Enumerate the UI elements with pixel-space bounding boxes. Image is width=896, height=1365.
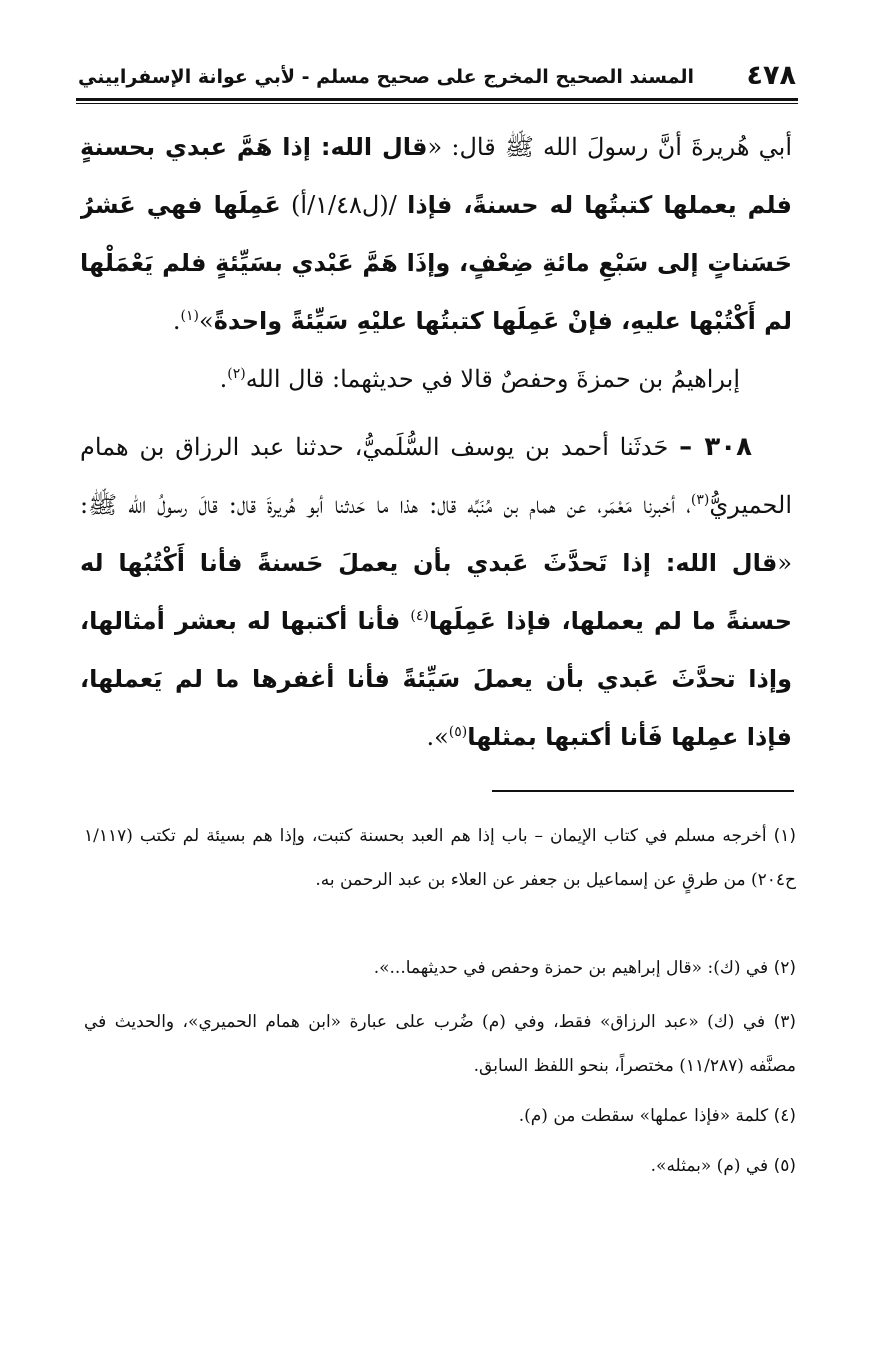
p3-quote-part1: قال الله: إذا تَحدَّثَ عَبدي بأن يعملَ حَسنةً فأنا أَكْتُبُها له حسنةً ما لم يعملها، فإذا عَمِلَها bbox=[80, 549, 792, 635]
paragraph-1 bbox=[80, 118, 792, 350]
p1-end: . bbox=[172, 307, 181, 335]
footnote-ref-4: (٤) bbox=[410, 608, 429, 624]
footnote-text: في (ك): «قال إبراهيم بن حمزة وحفص في حديثهما...». bbox=[373, 958, 769, 978]
page-number: ٤٧٨ bbox=[746, 60, 796, 91]
footnote-number: (١) bbox=[773, 826, 796, 846]
footnote-number: (٤) bbox=[773, 1106, 796, 1126]
p1-close-quote: » bbox=[199, 307, 214, 335]
footnote-text: أخرجه مسلم في كتاب الإيمان – باب إذا هم العبد بحسنة كتبت، وإذا هم بسيئة لم تكتب (١/١١٧ ح٢٠٤) من طرقٍ عن إسماعيل بن جعفر عن العلاء بن عبد الرحمن به. bbox=[84, 826, 796, 890]
footnote-ref-2: (٢) bbox=[227, 366, 246, 382]
footnote-1 bbox=[84, 814, 796, 946]
footnote-text: في (م) «بمثله». bbox=[650, 1156, 769, 1176]
header-rule-thin bbox=[76, 103, 798, 104]
p3-quote-part2: فأنا أكتبها له بعشر أمثالها، وإذا تحدَّثَ عَبدي بأن يعملَ سَيِّئةً فأنا أغفرها ما لم يَعملها، فإذا عمِلها فَأنا أكتبها بمثلها bbox=[80, 607, 792, 751]
footnote-ref-1: (١) bbox=[180, 308, 200, 324]
footnote-number: (٢) bbox=[773, 958, 796, 978]
footnote-4 bbox=[84, 1094, 796, 1138]
p1-manuscript-ref: /(ل١/٤٨/أ) bbox=[280, 191, 408, 219]
footnote-3 bbox=[84, 1000, 796, 1088]
p1-quote-part1: قال الله: إذا هَمَّ عبدي بحسنةٍ فلم يعملها كتبتُها له حسنةً، فإذا bbox=[80, 133, 792, 219]
footnote-text: في (ك) «عبد الرزاق» فقط، وفي (م) ضُرب على عبارة «ابن همام الحميري»، والحديث في مصنَّفه (١١/٢٨٧) مختصراً، بنحو اللفظ السابق. bbox=[84, 1012, 796, 1076]
footnotes bbox=[84, 814, 796, 1188]
p3-isnad-cont: ، أخبرنا مَعْمَر، عن همام بن مُنَبِّه قال: هذا ما حَدثنا أبو هُريرةَ قال: قالَ رسولُ الله ﷺ: « bbox=[80, 491, 792, 577]
p2-end: . bbox=[219, 365, 228, 393]
paragraph-2 bbox=[80, 350, 792, 410]
hadith-number: ٣٠٨ – bbox=[679, 432, 752, 462]
footnote-separator bbox=[492, 790, 794, 792]
p3-end: ». bbox=[426, 723, 449, 751]
footnote-ref-5: (٥) bbox=[448, 724, 468, 740]
footnote-number: (٣) bbox=[773, 1012, 796, 1032]
p3-isnad: حَدثَنا أحمد بن يوسف السُّلَميُّ، حدثنا عبد الرزاق بن همام الحميريُّ bbox=[80, 433, 792, 519]
p1-quote-part2: عَمِلَها فهي عَشرُ حَسَناتٍ إلى سَبْعِ مائةِ ضِعْفٍ، وإذَا هَمَّ عَبْدي بسَيِّئةٍ فلم يَعْمَلْها لم أَكْتُبْها عليهِ، فإنْ عَمِلَها كتبتُها عليْهِ سَيِّئةً واحدةً bbox=[80, 191, 792, 335]
footnote-text: كلمة «فإذا عملها» سقطت من (م). bbox=[518, 1106, 769, 1126]
paragraph-3 bbox=[80, 418, 792, 778]
p1-intro: أبي هُريرةَ أنَّ رسولَ الله ﷺ قال: « bbox=[427, 133, 792, 161]
main-text bbox=[80, 118, 792, 778]
footnote-5 bbox=[84, 1144, 796, 1188]
p2-text: إبراهيمُ بن حمزةَ وحفصٌ قالا في حديثهما: قال الله bbox=[245, 365, 740, 393]
footnote-ref-3: (٣) bbox=[690, 492, 710, 508]
page-header bbox=[78, 58, 796, 98]
footnote-2 bbox=[84, 946, 796, 990]
footnote-number: (٥) bbox=[773, 1156, 796, 1176]
running-title: المسند الصحيح المخرج على صحيح مسلم - لأبي عوانة الإسفراييني bbox=[78, 66, 694, 88]
header-rule-thick bbox=[76, 98, 798, 101]
